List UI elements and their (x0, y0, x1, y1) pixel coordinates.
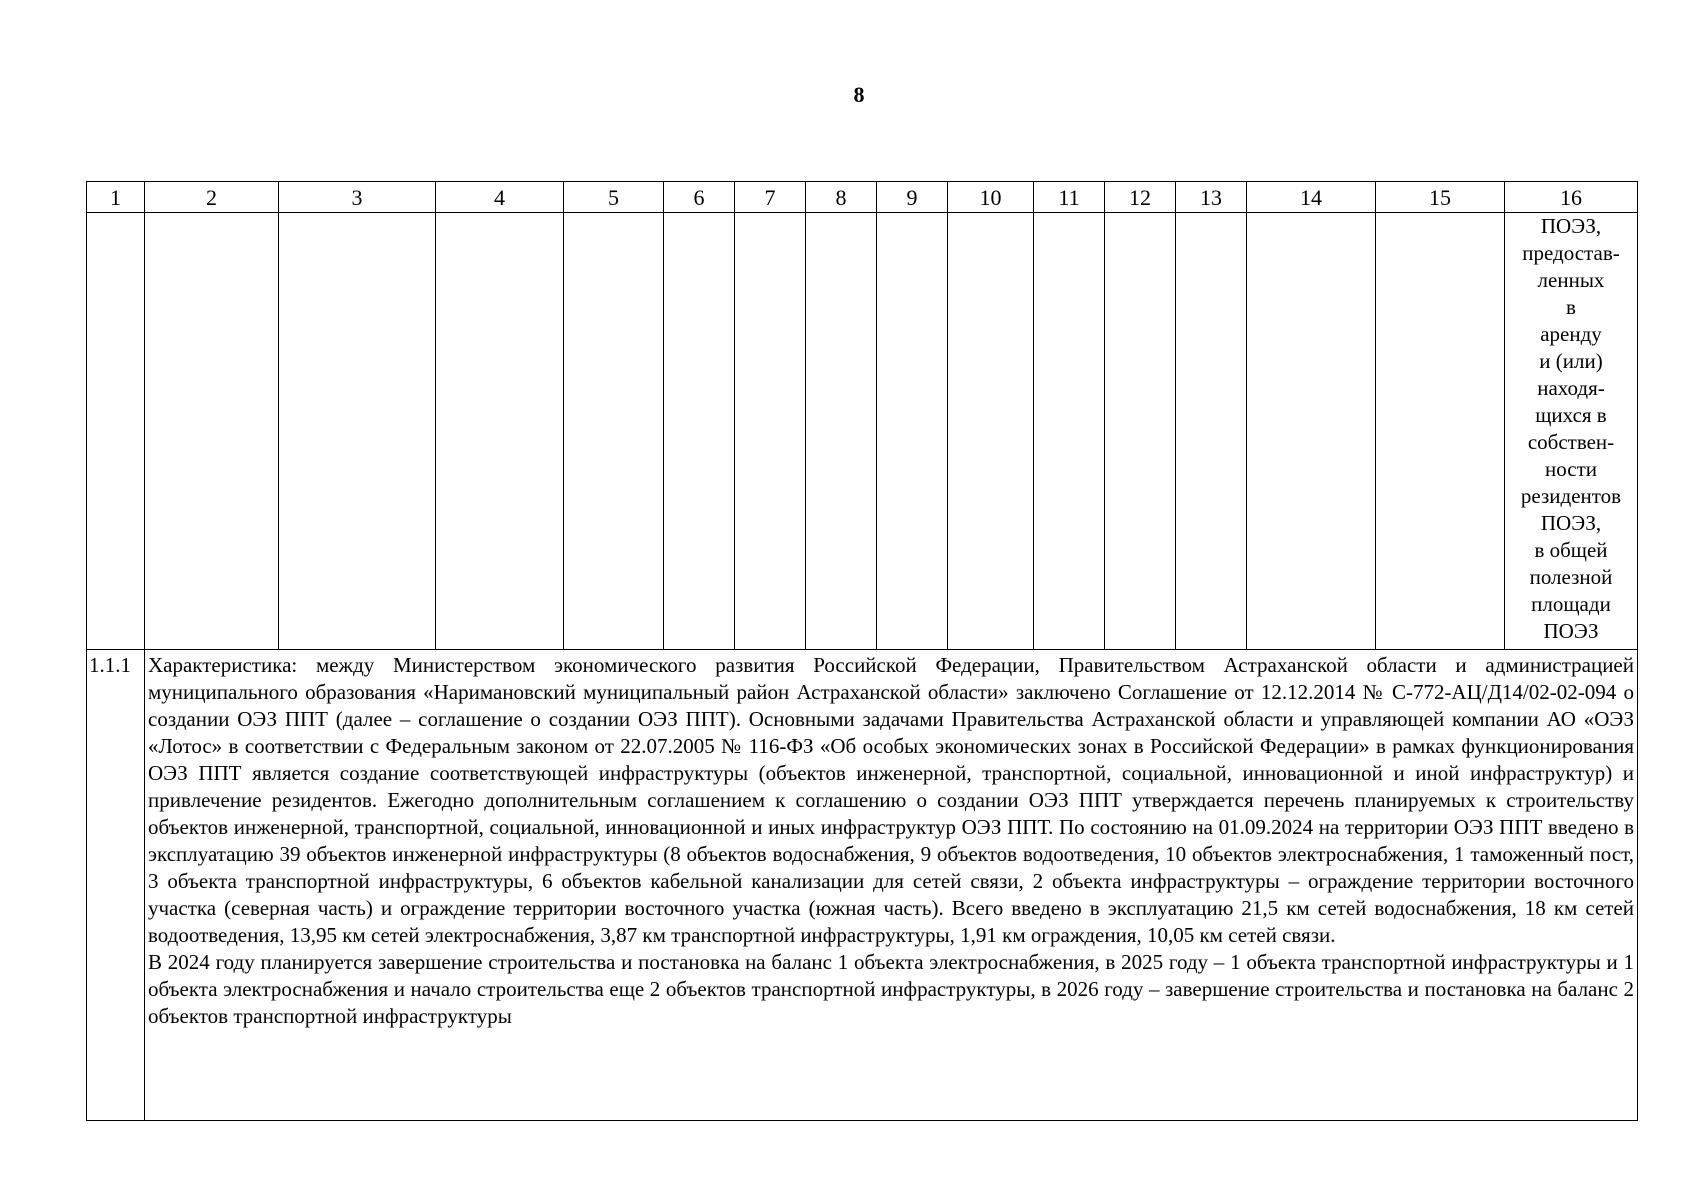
empty-cell (145, 213, 279, 650)
empty-cell (806, 213, 877, 650)
header-cell: 13 (1176, 182, 1247, 213)
empty-cell (279, 213, 436, 650)
column-16-line: ленных (1537, 268, 1605, 292)
empty-cell (436, 213, 564, 650)
page-number: 8 (853, 82, 865, 107)
header-cell: 11 (1034, 182, 1105, 213)
column-16-line: предостав- (1522, 241, 1620, 265)
empty-cell (87, 213, 145, 650)
column-16-line: ПОЭЗ (1543, 619, 1599, 643)
column-16-line: в (1566, 295, 1576, 319)
column-16-cell (1505, 213, 1638, 650)
description-paragraph: В 2024 году планируется завершение строительства и постановка на баланс 1 объекта электроснабжения, в 2025 году – 1 объекта транспортной инфраструктуры и 1 объекта электроснабжения и начало строительства еще 2 объектов транспортной инфраструктуры, в 2026 году – завершение строительства и постановка на баланс 2 объектов транспортной инфраструктуры (148, 950, 1634, 1028)
header-cell: 1 (87, 182, 145, 213)
header-cell: 14 (1247, 182, 1376, 213)
data-table (86, 181, 1638, 1121)
empty-cell (948, 213, 1034, 650)
empty-cell (1247, 213, 1376, 650)
empty-cell (564, 213, 664, 650)
header-cell: 16 (1505, 182, 1638, 213)
row-description (145, 650, 1638, 1121)
column-16-line: ности (1545, 457, 1597, 481)
table-row-continuation (87, 213, 1638, 650)
header-cell: 7 (735, 182, 806, 213)
row-code: 1.1.1 (87, 650, 145, 1121)
header-cell: 15 (1376, 182, 1505, 213)
header-cell: 10 (948, 182, 1034, 213)
empty-cell (735, 213, 806, 650)
column-16-line: щихся в (1535, 403, 1607, 427)
table-row-1-1-1 (87, 650, 1638, 1121)
header-cell: 12 (1105, 182, 1176, 213)
header-cell: 6 (664, 182, 735, 213)
header-cell: 2 (145, 182, 279, 213)
header-cell: 9 (877, 182, 948, 213)
column-16-line: аренду (1540, 322, 1602, 346)
empty-cell (877, 213, 948, 650)
header-cell: 4 (436, 182, 564, 213)
column-16-line: находя- (1537, 376, 1605, 400)
header-cell: 8 (806, 182, 877, 213)
header-cell: 3 (279, 182, 436, 213)
empty-cell (1105, 213, 1176, 650)
column-16-line: полезной (1529, 565, 1613, 589)
column-16-line: ПОЭЗ, (1540, 214, 1602, 238)
description-paragraph: Характеристика: между Министерством экономического развития Российской Федерации, Правительством Астраханской области и администрацией муниципального образования «Наримановский муниципальный район Астраханской области» заключено Соглашение от 12.12.2014 № С-772-АЦ/Д14/02-02-094 о создании ОЭЗ ППТ (далее – соглашение о создании ОЭЗ ППТ). Основными задачами Правительства Астраханской области и управляющей компании АО «ОЭЗ «Лотос» в соответствии с Федеральным законом от 22.07.2005 № 116-ФЗ «Об особых экономических зонах в Российской Федерации» в рамках функционирования ОЭЗ ППТ является создание соответствующей инфраструктуры (объектов инженерной, транспортной, социальной, инновационной и иной инфраструктур) и привлечение резидентов. Ежегодно дополнительным соглашением к соглашению о создании ОЭЗ ППТ утверждается перечень планируемых к строительству объектов инженерной, транспортной, социальной, инновационной и иных инфраструктур ОЭЗ ППТ. По состоянию на 01.09.2024 на территории ОЭЗ ППТ введено в эксплуатацию 39 объектов инженерной инфраструктуры (8 объектов водоснабжения, 9 объектов водоотведения, 10 объектов электроснабжения, 1 таможенный пост, 3 объекта транспортной инфраструктуры, 6 объектов кабельной канализации для сетей связи, 2 объекта инфраструктуры – ограждение территории восточного участка (северная часть) и ограждение территории восточного участка (южная часть). Всего введено в эксплуатацию 21,5 км сетей водоснабжения, 18 км сетей водоотведения, 13,95 км сетей электроснабжения, 3,87 км транспортной инфраструктуры, 1,91 км ограждения, 10,05 км сетей связи. (148, 653, 1634, 947)
column-16-line: и (или) (1539, 349, 1603, 373)
column-16-line: резидентов (1520, 484, 1622, 508)
column-16-line: ПОЭЗ, (1540, 511, 1602, 535)
header-cell: 5 (564, 182, 664, 213)
column-16-line: в общей (1534, 538, 1608, 562)
table-header-row (87, 182, 1638, 213)
empty-cell (1034, 213, 1105, 650)
column-16-line: площади (1531, 592, 1611, 616)
empty-cell (1376, 213, 1505, 650)
column-16-line: собствен- (1527, 430, 1615, 454)
empty-cell (1176, 213, 1247, 650)
empty-cell (664, 213, 735, 650)
